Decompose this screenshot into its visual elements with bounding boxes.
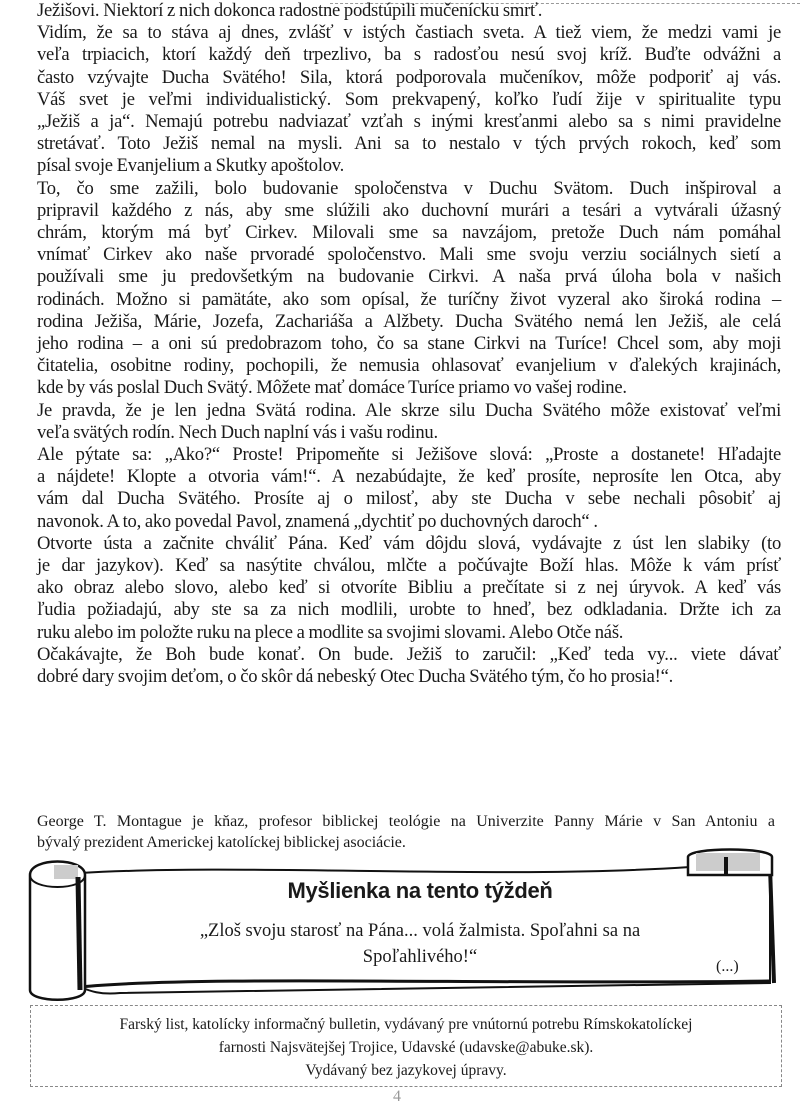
text-line: To, čo sme zažili, bolo budovanie spoločenstva v Duchu Svätom. Duch inšpiroval a	[37, 177, 781, 199]
text-line: navonok. A to, ako povedal Pavol, znamená „dychtiť po duchovných daroch“ .	[37, 510, 598, 532]
text-line: Ale pýtate sa: „Ako?“ Proste! Pripomeňte si Ježišove slová: „Proste a dostanete! Hľadajte	[37, 444, 781, 466]
text-line: čitatelia, osobitne rodiny, pochopili, že nemusia ohlasovať evanjelium v ďalekých krajinách,	[37, 355, 781, 377]
text-line: a nájdete! Klopte a otvoria vám!“. A nezabúdajte, že keď prosíte, neprosíte len Otca, aby	[37, 466, 781, 488]
text-line: veľa svätých rodín. Nech Duch naplní vás i vašu rodinu.	[37, 421, 438, 443]
thought-quote	[40, 918, 800, 970]
page-number: 4	[393, 1088, 401, 1105]
text-line: Váš svet je veľmi individualistický. Som prekvapený, koľko ľudí žije v spiritualite typu	[37, 88, 781, 110]
text-line: rodinách. Možno si pamätáte, ako som opísal, že turíčny život vyzeral ako široká rodina –	[37, 288, 781, 310]
text-line: ako obraz alebo slovo, alebo keď si otvoríte Bibliu a prečítate si z nej úryvok. A keď vás	[37, 577, 781, 599]
text-line: vnímať Cirkev ako naše prvoradé spoločenstvo. Mali sme svoju verziu sociálnych sietí a	[37, 244, 781, 266]
paragraph	[37, 0, 781, 22]
text-line: jeho rodina – a oni sú predobrazom toho, čo sa stane Cirkvi na Turíce! Chcel som, aby moji	[37, 333, 781, 355]
text-line: chrám, ktorým má byť Cirkev. Milovali sme sa navzájom, pretože Duch nám pomáhal	[37, 222, 781, 244]
text-line: Je pravda, že je len jedna Svätá rodina. Ale skrze silu Ducha Svätého môže existovať veľmi	[37, 399, 781, 421]
paragraph	[37, 400, 781, 444]
thought-quote-line: Spoľahlivého!“	[362, 947, 478, 967]
author-note-line: George T. Montague je kňaz, profesor biblickej teológie na Univerzite Panny Márie v San Antoniu a	[37, 813, 775, 830]
text-line: Očakávajte, že Boh bude konať. On bude. Ježiš to zaručil: „Keď teda vy... viete dávať	[37, 643, 781, 665]
paragraph	[37, 178, 781, 400]
text-line: dobré dary svojim deťom, o čo skôr dá nebeský Otec Ducha Svätého tým, čo ho prosia!“.	[37, 666, 674, 688]
footer-box	[30, 1005, 782, 1087]
thought-quote-line: „Zloš svoju starosť na Pána... volá žalmista. Spoľahni sa na	[199, 921, 641, 941]
text-line: Otvorte ústa a začnite chváliť Pána. Keď vám dôjdu slová, vydávajte z úst len slabiky (to	[37, 532, 781, 554]
paragraph	[37, 444, 781, 533]
paragraph	[37, 533, 781, 644]
text-line: „Ježiš a ja“. Nemajú potrebu nadviazať vzťah s inými kresťanmi alebo sa s nimi pravidelne	[37, 111, 781, 133]
text-line: písal svoje Evanjelium a Skutky apoštolov.	[37, 155, 345, 177]
thought-more: (...)	[716, 958, 739, 975]
text-line: Vidím, že sa to stáva aj dnes, zvlášť v istých častiach sveta. A tiež viem, že medzi vami je	[37, 22, 781, 44]
footer-line: farnosti Najsvätejšej Trojice, Udavské (udavske@abuke.sk).	[218, 1039, 594, 1056]
thought-title: Myšlienka na tento týždeň	[287, 878, 553, 903]
footer-line: Vydávaný bez jazykovej úpravy.	[305, 1062, 507, 1079]
author-note-line: bývalý prezident Americkej katolíckej biblickej asociácie.	[37, 834, 406, 851]
paragraph	[37, 644, 781, 688]
text-line: vám dal Ducha Svätého. Prosíte aj o milosť, aby ste Ducha v sebe nechali pôsobiť aj	[37, 488, 781, 510]
text-line: pripravil každého z nás, aby sme slúžili ako duchovní murári a tesári a vytvárali úžasný	[37, 199, 781, 221]
text-line: často vzývajte Ducha Svätého! Sila, ktorá podporovala mučeníkov, môže podporiť aj vás.	[37, 66, 781, 88]
article-body	[37, 0, 781, 688]
footer-line: Farský list, katolícky informačný bulletin, vydávaný pre vnútornú potrebu Rímskokatolíckej	[119, 1016, 693, 1033]
paragraph	[37, 22, 781, 177]
text-line: kde by vás poslal Duch Svätý. Môžete mať domáce Turíce priamo vo vašej rodine.	[37, 377, 627, 399]
text-line: rodina Ježiša, Márie, Jozefa, Zachariáša a Alžbety. Ducha Svätého nemá len Ježiš, ale celá	[37, 310, 781, 332]
text-line: je dar jazykov). Keď sa nasýtite chválou, mlčte a počúvajte Boží hlas. Môže k vám prísť	[37, 555, 781, 577]
text-line: veľa trpiacich, ktorí každý deň trpezlivo, ba s radosťou nesú svoj kríž. Buďte odvážni a	[37, 44, 781, 66]
text-line: stretávať. Toto Ježiš nemal na mysli. Ani sa to nestalo v tých prvých rokoch, keď som	[37, 133, 781, 155]
text-line: Ježišovi. Niektorí z nich dokonca radostne podstúpili mučenícku smrť.	[37, 0, 543, 21]
text-line: používali sme ju predovšetkým na budovanie Cirkvi. A naša prvá úloha bola v našich	[37, 266, 781, 288]
text-line: ruku alebo im položte ruku na plece a modlite sa svojimi slovami. Alebo Otče náš.	[37, 621, 624, 643]
text-line: ľudia požiadajú, aby ste sa za nich modlili, urobte to hneď, bez odkladania. Držte ich za	[37, 599, 781, 621]
